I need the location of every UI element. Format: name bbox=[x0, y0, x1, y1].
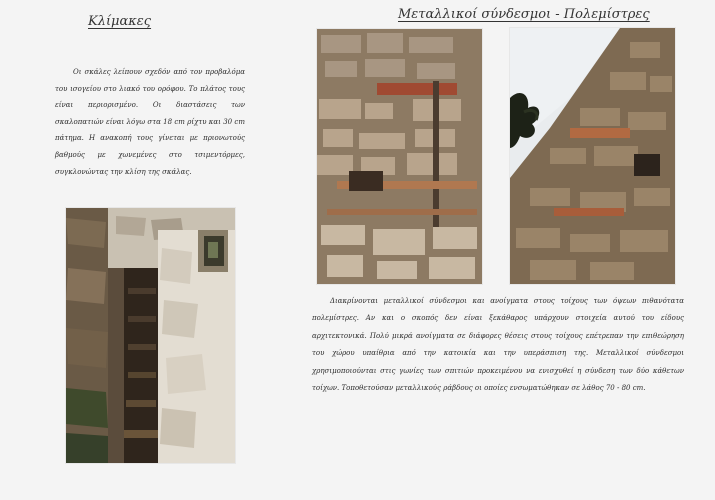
connectors-paragraph: Διακρίνονται μεταλλικοί σύνδεσμοι και ανοίγματα στους τοίχους των όψεων πιθανότατα πολεμίστρες. Αν και ο σκοπός δεν είναι ξεκάθαρος υπάρχουν στοιχεία αυτού του είδους αρχιτεκτονικά. Πολύ μικρά ανοίγματα σε διάφορες θέσεις στους τοίχους επέτρεπαν την επιθεώρηση του χώρου υπαίθρια από την κατοικία και την υπεράσπιση της. Μεταλλικοί σύνδεσμοι χρησιμοποιούνται στις γωνίες των σπιτιών προκειμένου να ενισχυθεί η σύνδεση των δύο κάθετων τοίχων. Τοποθετούσαν μεταλλικούς ράβδους οι οποίες ενσωματώθηκαν σε λάθος 70 - 80 cm. bbox=[312, 297, 684, 393]
stairs-paragraph: Οι σκάλες λείπουν σχεδόν από τον προβαλόμα του ισογείου στο λιακό του ορόφου. Το πλάτος τους είναι περιορισμένο. Οι διαστάσεις των σκαλοπατιών είναι λόγω στα 18 cm ρίχτυ και 30 cm πάτημα. Η ανακοπή τους γίνεται με πριονωτούς βαθμούς με χωνεμένες στο τσιμεντόρμες, συγκλονώντας την κλίση της σκάλας. bbox=[55, 68, 245, 176]
wall-photo-2 bbox=[510, 28, 675, 284]
stairs-title: Κλίμακες bbox=[88, 14, 152, 29]
wall-photo-1 bbox=[317, 29, 482, 284]
stairs-photo bbox=[66, 208, 235, 463]
connectors-title: Μεταλλικοί σύνδεσμοι - Πολεμίστρες bbox=[398, 7, 650, 22]
